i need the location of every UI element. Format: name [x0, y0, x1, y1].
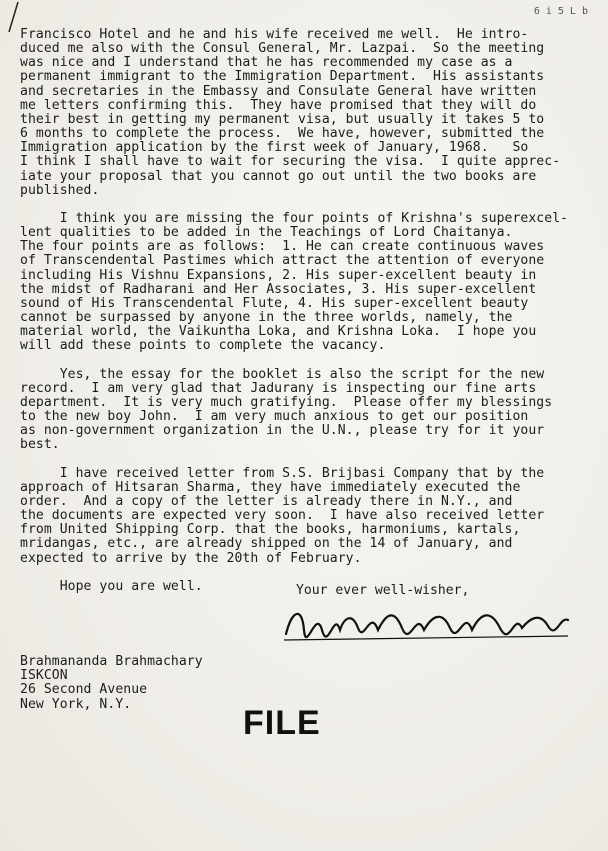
letter-line: of Transcendental Pastimes which attract the attention of everyone [20, 253, 545, 269]
letter-line: me letters confirming this. They have promised that they will do [20, 97, 537, 113]
letter-line: 6 months to complete the process. We have, however, submitted the [20, 126, 545, 142]
letter-line: iate your proposal that you cannot go out until the two books are [20, 168, 537, 184]
letter-line: permanent immigrant to the Immigration Department. His assistants [20, 69, 545, 85]
letter-line: best. [20, 437, 60, 453]
letter-line: was nice and I understand that he has recommended my case as a [20, 55, 513, 71]
letter-line: mridangas, etc., are already shipped on the 14 of January, and [20, 536, 513, 552]
letter-line: Hope you are well. [20, 578, 203, 594]
letter-line: lent qualities to be added in the Teachings of Lord Chaitanya. [20, 225, 513, 241]
letter-line: will add these points to complete the vacancy. [20, 338, 386, 354]
letter-line: record. I am very glad that Jadurany is inspecting our fine arts [20, 380, 537, 396]
pen-stroke-mark [6, 0, 20, 40]
address-line: 26 Second Avenue [20, 682, 148, 698]
letter-line: I think you are missing the four points of Krishna's superexcel- [20, 210, 569, 226]
closing-text: Your ever well-wisher, [296, 583, 470, 598]
letter-line: cannot be surpassed by anyone in the three worlds, namely, the [20, 310, 513, 325]
letter-line: I have received letter from S.S. Brijbasi Company that by the [20, 465, 545, 481]
letter-line: as non-government organization in the U.N., please try for it your [20, 423, 545, 439]
letter-line: published. [20, 182, 100, 198]
letter-line: to the new boy John. I am very much anxious to get our position [20, 409, 529, 425]
letter-line: I think I shall have to wait for securing the visa. I quite apprec- [20, 154, 561, 170]
address-line: Brahmananda Brahmachary [20, 654, 203, 669]
file-stamp: FILE [243, 704, 321, 742]
letter-line: duced me also with the Consul General, Mr. Lazpai. So the meeting [20, 41, 545, 57]
letter-line: approach of Hitsaran Sharma, they have immediately executed the [20, 479, 521, 495]
letter-line: their best in getting my permanent visa, but usually it takes 5 to [20, 111, 545, 127]
letter-line: material world, the Vaikuntha Loka, and Krishna Loka. I hope you [20, 324, 537, 340]
letter-line: Francisco Hotel and he and his wife received me well. He intro- [20, 27, 529, 42]
address-line: ISKCON [20, 668, 68, 684]
letter-line: the documents are expected very soon. I have also received letter [20, 508, 545, 524]
letter-line: order. And a copy of the letter is already there in N.Y., and [20, 493, 513, 509]
letter-line: sound of His Transcendental Flute, 4. His super-excellent beauty [20, 295, 529, 311]
letter-line: from United Shipping Corp. that the books, harmoniums, kartals, [20, 522, 521, 538]
address-line: New York, N.Y. [20, 696, 132, 712]
letter-line: Immigration application by the first week of January, 1968. So [20, 140, 529, 156]
letter-line: The four points are as follows: 1. He can create continuous waves [20, 239, 545, 255]
letter-line: the midst of Radharani and Her Associates, 3. His super-excellent [20, 281, 537, 297]
letter-line: including His Vishnu Expansions, 2. His super-excellent beauty in [20, 267, 537, 283]
letter-line: and secretaries in the Embassy and Consulate General have written [20, 83, 537, 99]
handwritten-signature [282, 600, 572, 646]
letter-line: department. It is very much gratifying. Please offer my blessings [20, 394, 553, 410]
letter-line: Yes, the essay for the booklet is also the script for the new [20, 366, 545, 382]
header-mark: 6 i 5 L b [533, 6, 588, 17]
letter-line: expected to arrive by the 20th of February. [20, 550, 362, 566]
